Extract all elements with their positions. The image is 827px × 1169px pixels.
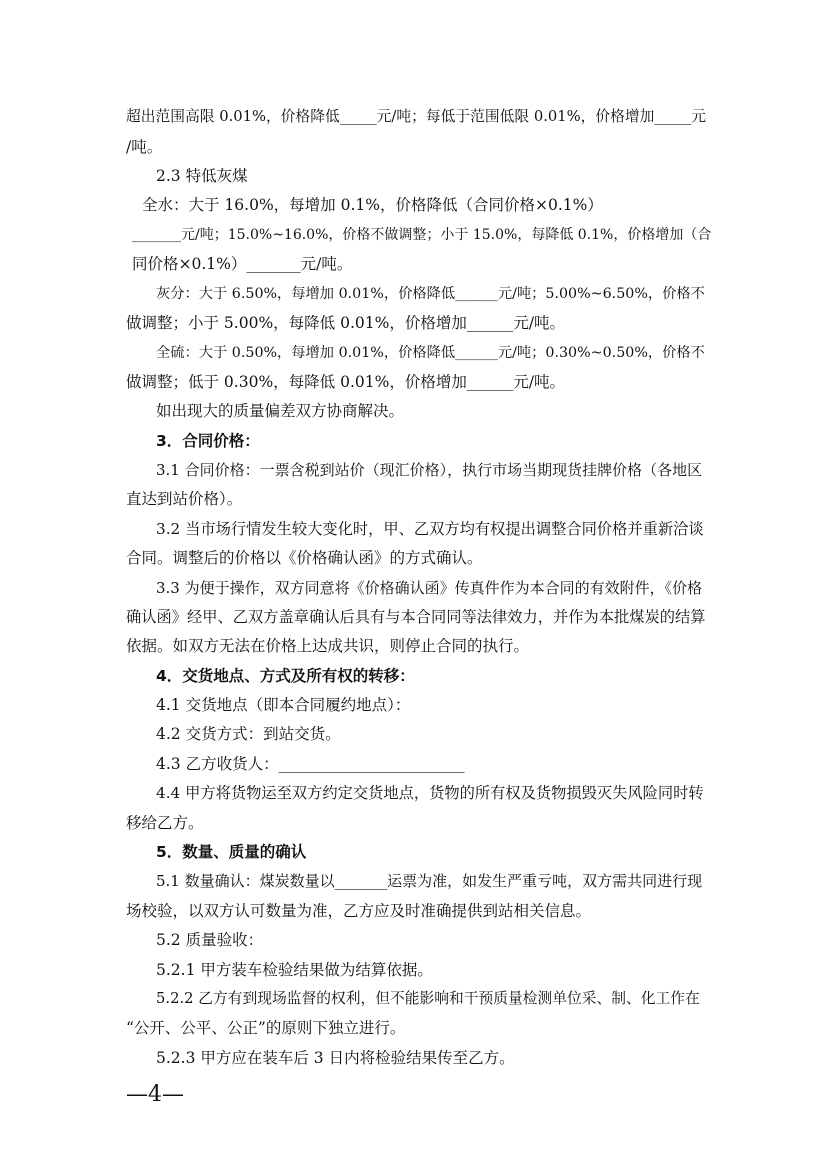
text-line: 直达到站价格）。 [126, 490, 243, 508]
text-line: 4.1 交货地点（即本合同履约地点）： [156, 696, 411, 714]
text-line: 3.3 为便于操作，双方同意将《价格确认函》传真件作为本合同的有效附件，《价格 [156, 579, 703, 597]
page-number: —4— [126, 1082, 184, 1107]
text-line: 合同。调整后的价格以《价格确认函》的方式确认。 [126, 549, 483, 567]
text-line: 全硫：大于 0.50%，每增加 0.01%，价格降低______元/吨；0.30%~0.50%，价格不 [156, 345, 705, 361]
text-line: 做调整；小于 5.00%，每降低 0.01%，价格增加______元/吨。 [126, 314, 566, 332]
text-line: 5.2.1 甲方装车检验结果做为结算依据。 [156, 961, 433, 979]
text-line: 3.2 当市场行情发生较大变化时，甲、乙双方均有权提出调整合同价格并重新洽谈 [156, 520, 704, 538]
text-line: 确认函》经甲、乙双方盖章确认后具有与本合同同等法律效力，并作为本批煤炭的结算 [126, 608, 706, 626]
text-line: 如出现大的质量偏差双方协商解决。 [156, 402, 405, 420]
text-line: 做调整；低于 0.30%，每降低 0.01%，价格增加______元/吨。 [126, 373, 566, 391]
text-line: 同价格×0.1%）_______元/吨。 [132, 255, 353, 273]
text-line: 4.4 甲方将货物运至双方约定交货地点，货物的所有权及货物损毁灭失风险同时转 [156, 784, 704, 802]
section-heading: 3．合同价格： [156, 432, 260, 450]
section-heading: 2.3 特低灰煤 [156, 167, 248, 185]
text-line: 依据。如双方无法在价格上达成共识，则停止合同的执行。 [126, 637, 530, 655]
text-line: /吨。 [126, 138, 163, 156]
text-line: 全水：大于 16.0%，每增加 0.1%，价格降低（合同价格×0.1%） [142, 196, 603, 214]
text-line: 5.2 质量验收： [156, 931, 264, 949]
text-line: 3.1 合同价格：一票含税到站价（现汇价格），执行市场当期现货挂牌价格（各地区 [156, 461, 703, 479]
text-line: 4.2 交货方式：到站交货。 [156, 725, 341, 743]
text-line: 超出范围高限 0.01%，价格降低_____元/吨；每低于范围低限 0.01%，价格增加_____元 [126, 108, 707, 125]
text-line: 5.2.2 乙方有到现场监督的权利，但不能影响和干预质量检测单位采、制、化工作在 [156, 990, 700, 1007]
text-line: 场校验，以双方认可数量为准，乙方应及时准确提供到站相关信息。 [126, 902, 592, 920]
text-line: 灰分：大于 6.50%，每增加 0.01%，价格降低______元/吨；5.00%~6.50%，价格不 [156, 286, 705, 302]
text-line: 5.2.3 甲方应在装车后 3 日内将检验结果传至乙方。 [156, 1049, 515, 1067]
text-line: 4.3 乙方收货人：________________________ [156, 755, 465, 773]
text-line: 5.1 数量确认：煤炭数量以_______运票为准，如发生严重亏吨，双方需共同进行现 [156, 872, 703, 890]
text-line: “公开、公平、公正”的原则下独立进行。 [126, 1019, 406, 1037]
text-line: 移给乙方。 [126, 814, 204, 832]
text-line: _______元/吨；15.0%~16.0%，价格不做调整；小于 15.0%，每降低 0.1%，价格增加（合 [132, 227, 712, 243]
section-heading: 4．交货地点、方式及所有权的转移： [156, 667, 415, 685]
section-heading: 5．数量、质量的确认 [156, 843, 307, 861]
